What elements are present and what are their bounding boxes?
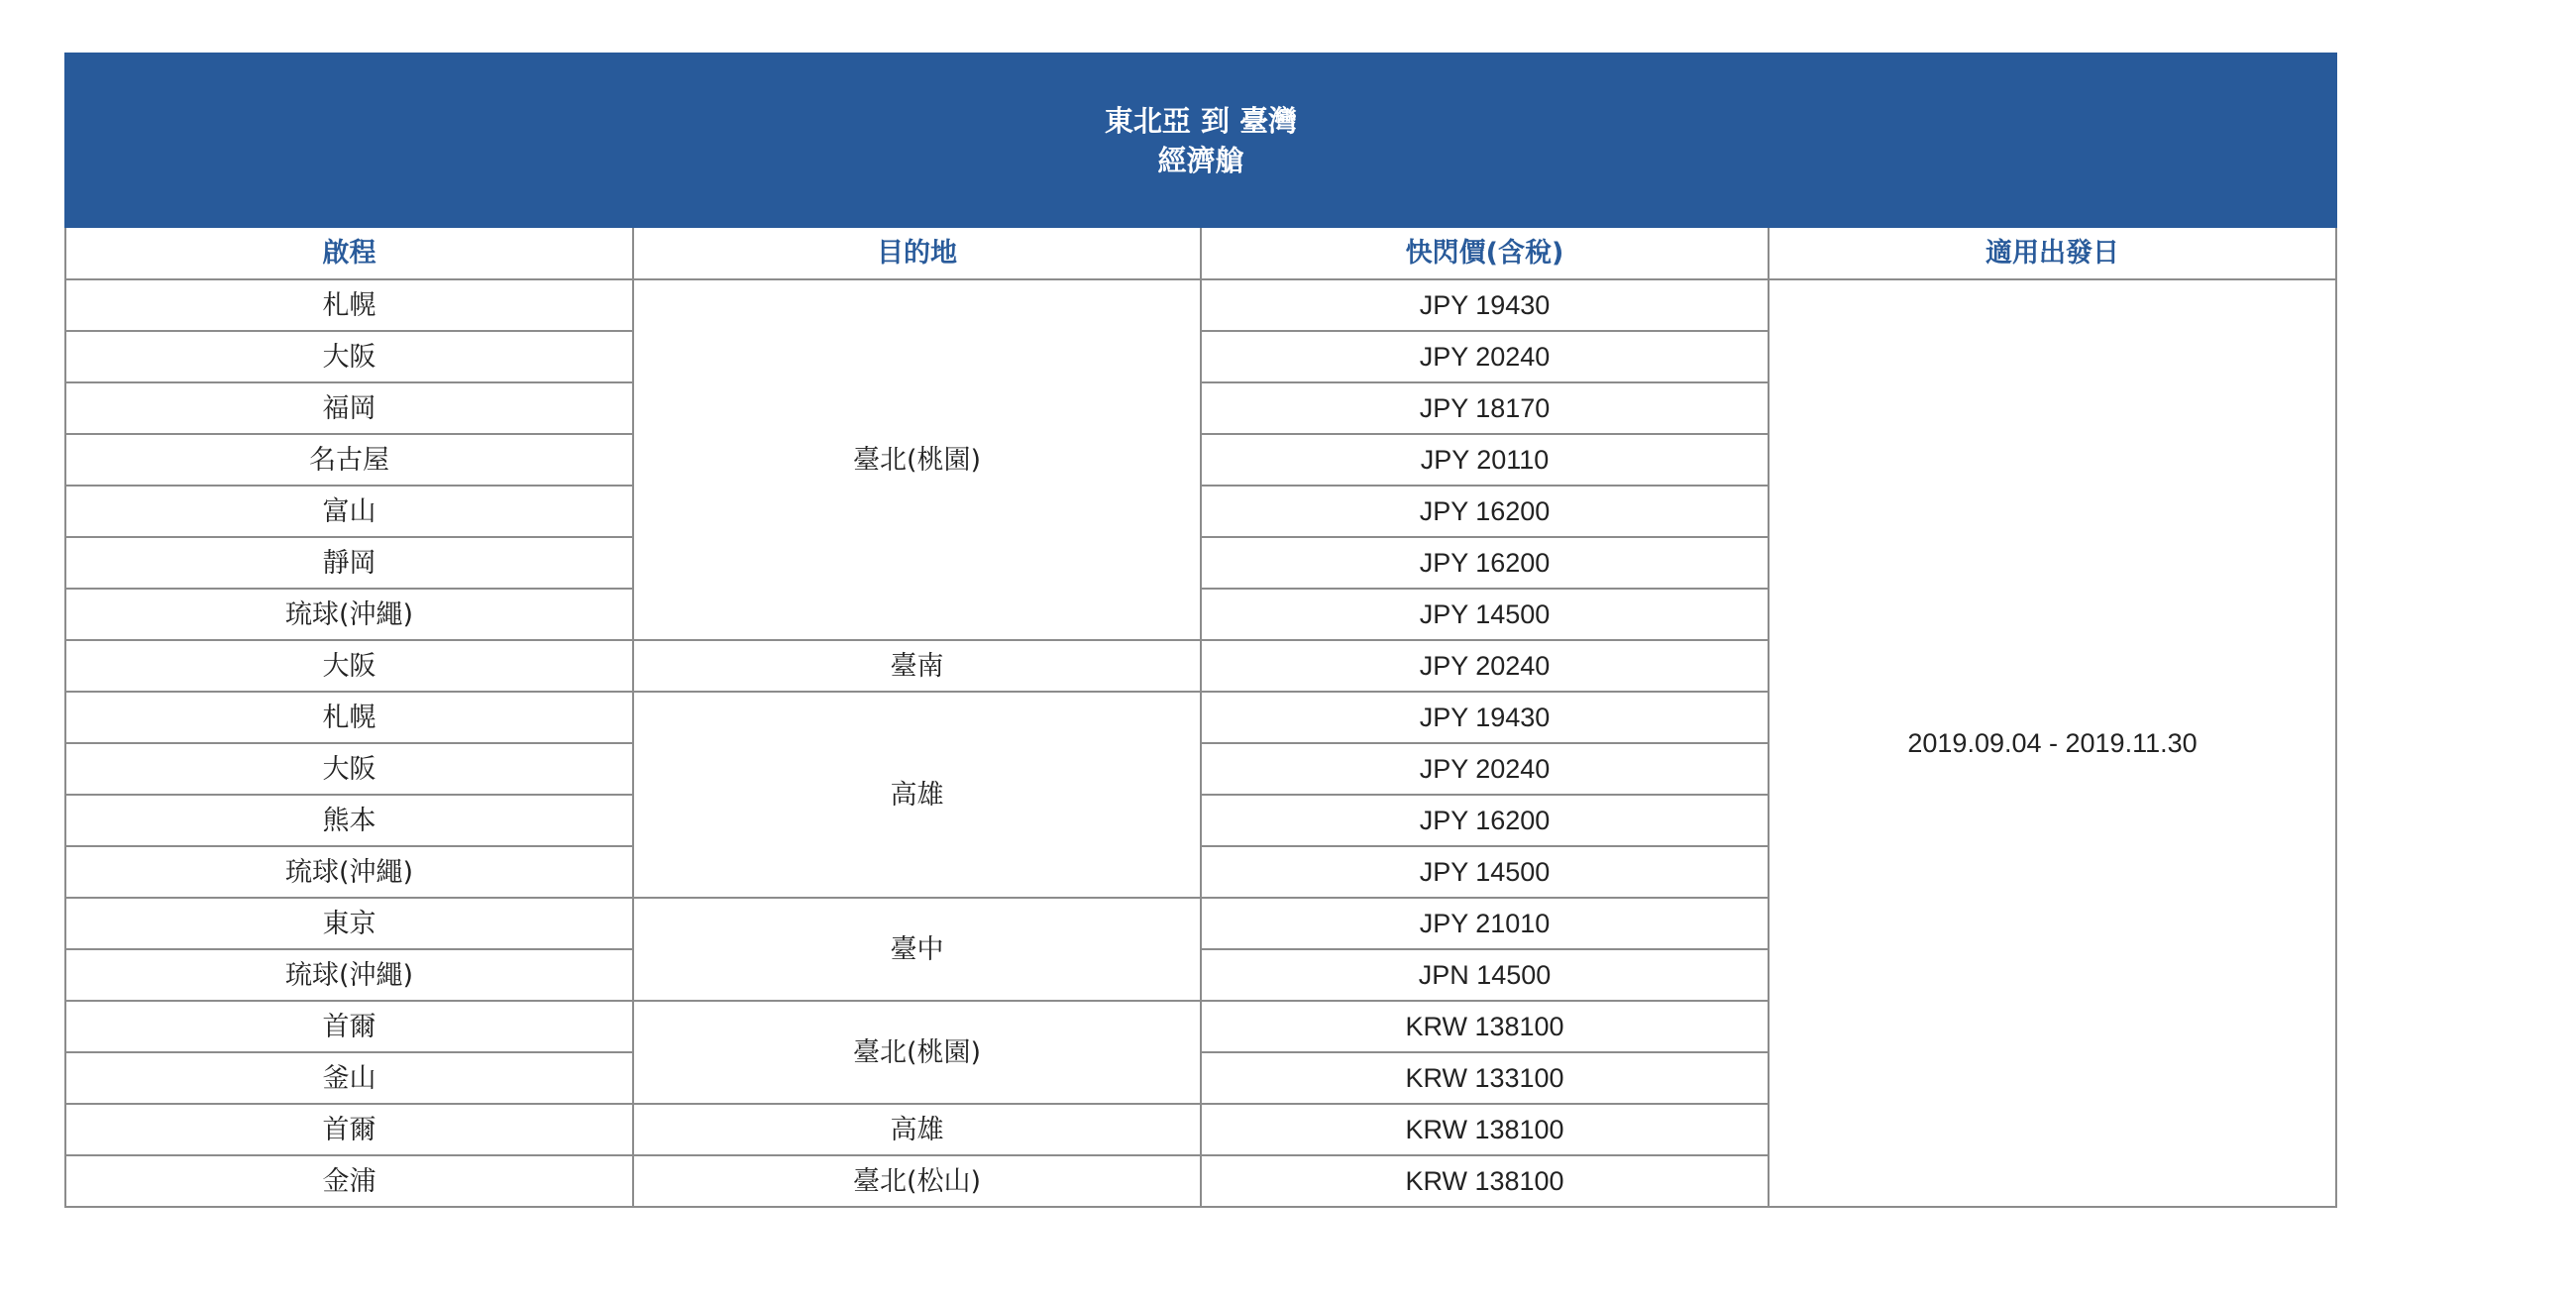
price-cell: KRW 138100 <box>1201 1104 1769 1155</box>
origin-cell: 大阪 <box>65 743 633 795</box>
price-cell: KRW 138100 <box>1201 1001 1769 1052</box>
origin-cell: 東京 <box>65 898 633 949</box>
destination-cell: 臺北(桃園) <box>633 279 1201 640</box>
price-cell: JPY 14500 <box>1201 589 1769 640</box>
origin-cell: 釜山 <box>65 1052 633 1104</box>
destination-cell: 高雄 <box>633 692 1201 898</box>
table-banner <box>65 54 2336 227</box>
origin-cell: 首爾 <box>65 1104 633 1155</box>
price-cell: JPY 19430 <box>1201 279 1769 331</box>
price-cell: JPY 14500 <box>1201 846 1769 898</box>
fare-table <box>64 53 2337 1208</box>
origin-cell: 琉球(沖繩) <box>65 949 633 1001</box>
origin-cell: 札幌 <box>65 692 633 743</box>
origin-cell: 福岡 <box>65 382 633 434</box>
price-cell: JPY 20240 <box>1201 640 1769 692</box>
origin-cell: 金浦 <box>65 1155 633 1207</box>
origin-cell: 富山 <box>65 486 633 537</box>
price-cell: JPY 21010 <box>1201 898 1769 949</box>
origin-cell: 大阪 <box>65 640 633 692</box>
fare-body <box>65 279 2336 1207</box>
destination-cell: 高雄 <box>633 1104 1201 1155</box>
origin-cell: 大阪 <box>65 331 633 382</box>
origin-cell: 熊本 <box>65 795 633 846</box>
destination-cell: 臺北(松山) <box>633 1155 1201 1207</box>
origin-cell: 首爾 <box>65 1001 633 1052</box>
destination-cell: 臺中 <box>633 898 1201 1001</box>
origin-cell: 札幌 <box>65 279 633 331</box>
header-origin: 啟程 <box>65 227 633 279</box>
price-cell: JPY 20240 <box>1201 743 1769 795</box>
price-cell: JPY 18170 <box>1201 382 1769 434</box>
header-dates: 適用出發日 <box>1769 227 2336 279</box>
origin-cell: 琉球(沖繩) <box>65 846 633 898</box>
price-cell: JPY 16200 <box>1201 486 1769 537</box>
price-cell: JPY 19430 <box>1201 692 1769 743</box>
origin-cell: 靜岡 <box>65 537 633 589</box>
destination-cell: 臺北(桃園) <box>633 1001 1201 1104</box>
header-price: 快閃價(含稅) <box>1201 227 1769 279</box>
table-row <box>65 279 2336 331</box>
price-cell: KRW 133100 <box>1201 1052 1769 1104</box>
header-row <box>65 227 2336 279</box>
banner-row <box>65 54 2336 227</box>
date-range-cell: 2019.09.04 - 2019.11.30 <box>1769 279 2336 1207</box>
price-cell: JPY 20240 <box>1201 331 1769 382</box>
price-cell: KRW 138100 <box>1201 1155 1769 1207</box>
header-destination: 目的地 <box>633 227 1201 279</box>
banner-title: 東北亞 到 臺灣 <box>1104 103 1298 138</box>
origin-cell: 名古屋 <box>65 434 633 486</box>
origin-cell: 琉球(沖繩) <box>65 589 633 640</box>
price-cell: JPY 16200 <box>1201 795 1769 846</box>
banner-subtitle: 經濟艙 <box>1157 143 1244 177</box>
price-cell: JPY 16200 <box>1201 537 1769 589</box>
price-cell: JPY 20110 <box>1201 434 1769 486</box>
destination-cell: 臺南 <box>633 640 1201 692</box>
price-cell: JPN 14500 <box>1201 949 1769 1001</box>
